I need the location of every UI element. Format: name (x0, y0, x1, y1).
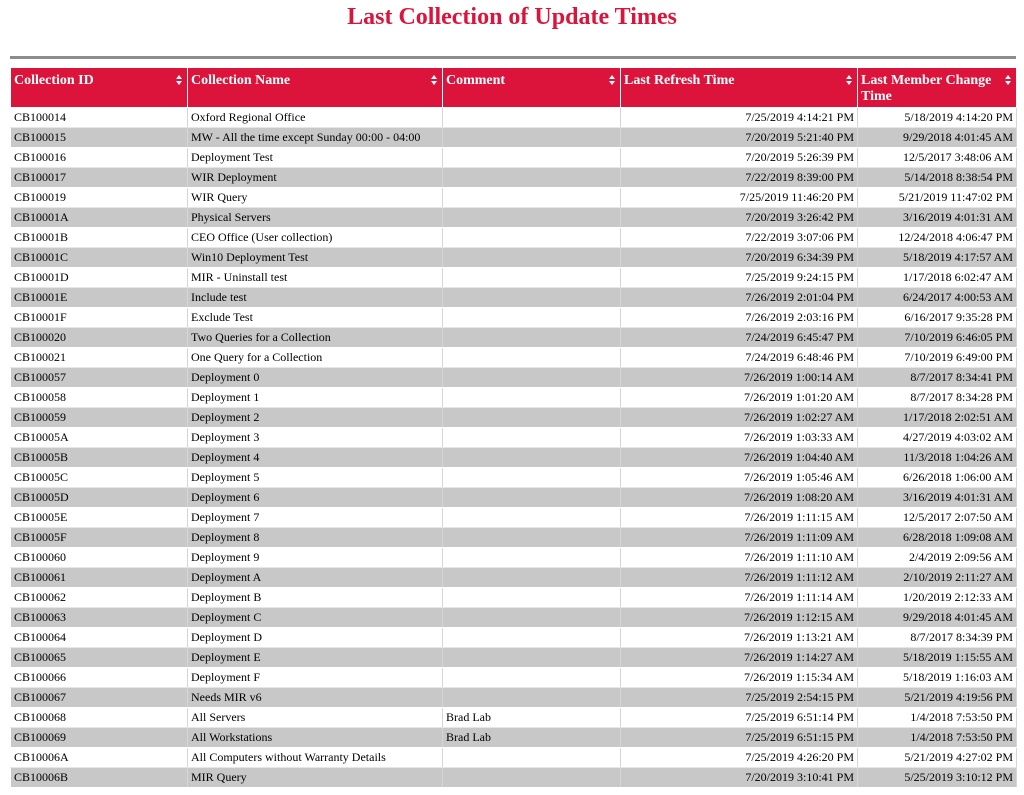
last-member-change-time-cell: 5/25/2019 3:10:12 PM (858, 768, 1017, 788)
table-row (11, 468, 1017, 488)
comment-cell (443, 608, 621, 628)
last-refresh-time-cell: 7/26/2019 1:01:20 AM (621, 388, 858, 408)
collection-id-cell: CB100019 (11, 188, 188, 208)
collection-id-cell: CB100062 (11, 588, 188, 608)
last-refresh-time-cell: 7/25/2019 4:14:21 PM (621, 108, 858, 128)
table-row (11, 308, 1017, 328)
last-refresh-time-cell: 7/20/2019 5:21:40 PM (621, 128, 858, 148)
table-row (11, 748, 1017, 768)
comment-cell (443, 148, 621, 168)
last-member-change-time-cell: 12/24/2018 4:06:47 PM (858, 228, 1017, 248)
collection-id-cell: CB100017 (11, 168, 188, 188)
collection-name-cell: Deployment Test (188, 148, 443, 168)
last-refresh-time-cell: 7/26/2019 1:14:27 AM (621, 648, 858, 668)
table-row (11, 208, 1017, 228)
last-member-change-time-cell: 12/5/2017 2:07:50 AM (858, 508, 1017, 528)
table-row (11, 268, 1017, 288)
collection-id-cell: CB100068 (11, 708, 188, 728)
comment-cell (443, 308, 621, 328)
last-refresh-time-cell: 7/22/2019 3:07:06 PM (621, 228, 858, 248)
collection-update-table (10, 67, 1017, 788)
last-refresh-time-cell: 7/24/2019 6:45:47 PM (621, 328, 858, 348)
table-row (11, 128, 1017, 148)
last-refresh-time-cell: 7/26/2019 1:04:40 AM (621, 448, 858, 468)
collection-id-cell: CB10005C (11, 468, 188, 488)
comment-cell (443, 328, 621, 348)
last-refresh-time-cell: 7/24/2019 6:48:46 PM (621, 348, 858, 368)
collection-id-cell: CB10005D (11, 488, 188, 508)
comment-cell: Brad Lab (443, 708, 621, 728)
last-member-change-time-cell: 6/28/2018 1:09:08 AM (858, 528, 1017, 548)
comment-cell (443, 108, 621, 128)
collection-id-cell: CB100061 (11, 568, 188, 588)
comment-cell (443, 768, 621, 788)
table-row (11, 188, 1017, 208)
collection-name-cell: Physical Servers (188, 208, 443, 228)
table-row (11, 608, 1017, 628)
last-member-change-time-cell: 7/10/2019 6:49:00 PM (858, 348, 1017, 368)
title-divider (10, 56, 1016, 59)
collection-name-cell: One Query for a Collection (188, 348, 443, 368)
collection-name-cell: Deployment C (188, 608, 443, 628)
collection-id-cell: CB10001C (11, 248, 188, 268)
collection-id-cell: CB10006A (11, 748, 188, 768)
table-row (11, 668, 1017, 688)
last-member-change-time-cell: 12/5/2017 3:48:06 AM (858, 148, 1017, 168)
last-member-change-time-cell: 5/21/2019 4:19:56 PM (858, 688, 1017, 708)
column-header-comment[interactable] (443, 68, 621, 108)
comment-cell: Brad Lab (443, 728, 621, 748)
table-row (11, 588, 1017, 608)
collection-id-cell: CB10006B (11, 768, 188, 788)
table-row (11, 388, 1017, 408)
collection-name-cell: Deployment 9 (188, 548, 443, 568)
column-header-label: Last Member Change Time (861, 73, 992, 104)
comment-cell (443, 748, 621, 768)
table-row (11, 648, 1017, 668)
comment-cell (443, 488, 621, 508)
table-row (11, 728, 1017, 748)
table-row (11, 108, 1017, 128)
collection-id-cell: CB100069 (11, 728, 188, 748)
last-refresh-time-cell: 7/25/2019 11:46:20 PM (621, 188, 858, 208)
last-refresh-time-cell: 7/26/2019 1:00:14 AM (621, 368, 858, 388)
collection-id-cell: CB100067 (11, 688, 188, 708)
last-refresh-time-cell: 7/26/2019 1:11:14 AM (621, 588, 858, 608)
last-member-change-time-cell: 5/18/2019 1:15:55 AM (858, 648, 1017, 668)
collection-id-cell: CB10001D (11, 268, 188, 288)
last-refresh-time-cell: 7/25/2019 4:26:20 PM (621, 748, 858, 768)
last-member-change-time-cell: 5/18/2019 1:16:03 AM (858, 668, 1017, 688)
comment-cell (443, 368, 621, 388)
column-header-label: Collection ID (14, 73, 94, 88)
last-member-change-time-cell: 8/7/2017 8:34:28 PM (858, 388, 1017, 408)
comment-cell (443, 428, 621, 448)
last-member-change-time-cell: 1/17/2018 2:02:51 AM (858, 408, 1017, 428)
last-member-change-time-cell: 11/3/2018 1:04:26 AM (858, 448, 1017, 468)
last-member-change-time-cell: 8/7/2017 8:34:41 PM (858, 368, 1017, 388)
last-member-change-time-cell: 6/16/2017 9:35:28 PM (858, 308, 1017, 328)
collection-id-cell: CB100066 (11, 668, 188, 688)
collection-id-cell: CB10005F (11, 528, 188, 548)
table-row (11, 248, 1017, 268)
column-header-label: Collection Name (191, 73, 291, 88)
sort-arrows-icon[interactable] (175, 74, 183, 86)
last-refresh-time-cell: 7/26/2019 1:15:34 AM (621, 668, 858, 688)
table-row (11, 228, 1017, 248)
last-refresh-time-cell: 7/26/2019 1:08:20 AM (621, 488, 858, 508)
last-member-change-time-cell: 1/4/2018 7:53:50 PM (858, 708, 1017, 728)
last-refresh-time-cell: 7/26/2019 1:11:10 AM (621, 548, 858, 568)
comment-cell (443, 408, 621, 428)
comment-cell (443, 128, 621, 148)
collection-name-cell: Deployment 7 (188, 508, 443, 528)
last-refresh-time-cell: 7/26/2019 2:03:16 PM (621, 308, 858, 328)
table-row (11, 568, 1017, 588)
comment-cell (443, 688, 621, 708)
last-refresh-time-cell: 7/25/2019 6:51:14 PM (621, 708, 858, 728)
collection-id-cell: CB100016 (11, 148, 188, 168)
comment-cell (443, 208, 621, 228)
table-row (11, 688, 1017, 708)
last-refresh-time-cell: 7/26/2019 1:13:21 AM (621, 628, 858, 648)
table-header-row (11, 68, 1017, 108)
last-member-change-time-cell: 1/20/2019 2:12:33 AM (858, 588, 1017, 608)
column-header-label: Comment (446, 73, 506, 88)
last-member-change-time-cell: 5/21/2019 11:47:02 PM (858, 188, 1017, 208)
table-row (11, 148, 1017, 168)
collection-name-cell: Deployment 4 (188, 448, 443, 468)
last-member-change-time-cell: 3/16/2019 4:01:31 AM (858, 208, 1017, 228)
collection-id-cell: CB10001B (11, 228, 188, 248)
comment-cell (443, 268, 621, 288)
collection-id-cell: CB100058 (11, 388, 188, 408)
table-row (11, 168, 1017, 188)
last-refresh-time-cell: 7/22/2019 8:39:00 PM (621, 168, 858, 188)
collection-name-cell: Deployment 5 (188, 468, 443, 488)
collection-name-cell: Win10 Deployment Test (188, 248, 443, 268)
last-refresh-time-cell: 7/26/2019 1:05:46 AM (621, 468, 858, 488)
table-row (11, 428, 1017, 448)
comment-cell (443, 228, 621, 248)
collection-name-cell: MIR - Uninstall test (188, 268, 443, 288)
last-refresh-time-cell: 7/26/2019 1:02:27 AM (621, 408, 858, 428)
table-row (11, 508, 1017, 528)
table-row (11, 528, 1017, 548)
collection-name-cell: Deployment 8 (188, 528, 443, 548)
last-member-change-time-cell: 9/29/2018 4:01:45 AM (858, 128, 1017, 148)
table-row (11, 288, 1017, 308)
collection-id-cell: CB100063 (11, 608, 188, 628)
collection-id-cell: CB10001F (11, 308, 188, 328)
last-refresh-time-cell: 7/26/2019 1:11:09 AM (621, 528, 858, 548)
last-member-change-time-cell: 8/7/2017 8:34:39 PM (858, 628, 1017, 648)
last-member-change-time-cell: 7/10/2019 6:46:05 PM (858, 328, 1017, 348)
last-refresh-time-cell: 7/26/2019 2:01:04 PM (621, 288, 858, 308)
last-refresh-time-cell: 7/20/2019 3:10:41 PM (621, 768, 858, 788)
comment-cell (443, 588, 621, 608)
collection-name-cell: MW - All the time except Sunday 00:00 - 04:00 (188, 128, 443, 148)
comment-cell (443, 548, 621, 568)
collection-id-cell: CB10001A (11, 208, 188, 228)
collection-id-cell: CB10005A (11, 428, 188, 448)
collection-name-cell: CEO Office (User collection) (188, 228, 443, 248)
last-member-change-time-cell: 1/17/2018 6:02:47 AM (858, 268, 1017, 288)
collection-name-cell: Deployment 6 (188, 488, 443, 508)
last-member-change-time-cell: 1/4/2018 7:53:50 PM (858, 728, 1017, 748)
last-member-change-time-cell: 2/4/2019 2:09:56 AM (858, 548, 1017, 568)
collection-id-cell: CB100021 (11, 348, 188, 368)
comment-cell (443, 628, 621, 648)
table-row (11, 408, 1017, 428)
last-member-change-time-cell: 6/24/2017 4:00:53 AM (858, 288, 1017, 308)
column-header-collection-id[interactable] (11, 68, 188, 108)
comment-cell (443, 448, 621, 468)
collection-name-cell: Deployment A (188, 568, 443, 588)
collection-id-cell: CB100059 (11, 408, 188, 428)
comment-cell (443, 668, 621, 688)
collection-name-cell: All Computers without Warranty Details (188, 748, 443, 768)
last-refresh-time-cell: 7/25/2019 2:54:15 PM (621, 688, 858, 708)
collection-name-cell: Two Queries for a Collection (188, 328, 443, 348)
collection-id-cell: CB100065 (11, 648, 188, 668)
collection-name-cell: Deployment 2 (188, 408, 443, 428)
collection-name-cell: All Workstations (188, 728, 443, 748)
sort-arrows-icon[interactable] (608, 74, 616, 86)
comment-cell (443, 568, 621, 588)
column-header-collection-name[interactable] (188, 68, 443, 108)
collection-name-cell: Exclude Test (188, 308, 443, 328)
table-row (11, 628, 1017, 648)
table-row (11, 448, 1017, 468)
last-member-change-time-cell: 5/14/2018 8:38:54 PM (858, 168, 1017, 188)
table-row (11, 708, 1017, 728)
collection-name-cell: Deployment F (188, 668, 443, 688)
comment-cell (443, 168, 621, 188)
table-row (11, 368, 1017, 388)
last-refresh-time-cell: 7/20/2019 5:26:39 PM (621, 148, 858, 168)
last-member-change-time-cell: 4/27/2019 4:03:02 AM (858, 428, 1017, 448)
collection-id-cell: CB100014 (11, 108, 188, 128)
last-refresh-time-cell: 7/20/2019 3:26:42 PM (621, 208, 858, 228)
collection-name-cell: Deployment D (188, 628, 443, 648)
collection-name-cell: Needs MIR v6 (188, 688, 443, 708)
last-refresh-time-cell: 7/26/2019 1:11:12 AM (621, 568, 858, 588)
table-body (11, 108, 1017, 788)
last-member-change-time-cell: 3/16/2019 4:01:31 AM (858, 488, 1017, 508)
collection-id-cell: CB100015 (11, 128, 188, 148)
table-row (11, 488, 1017, 508)
table-row (11, 328, 1017, 348)
comment-cell (443, 248, 621, 268)
column-header-label: Last Refresh Time (624, 73, 735, 88)
collection-name-cell: Deployment 3 (188, 428, 443, 448)
collection-name-cell: Oxford Regional Office (188, 108, 443, 128)
collection-id-cell: CB100020 (11, 328, 188, 348)
comment-cell (443, 528, 621, 548)
last-refresh-time-cell: 7/25/2019 6:51:15 PM (621, 728, 858, 748)
table-row (11, 768, 1017, 788)
comment-cell (443, 288, 621, 308)
collection-id-cell: CB100060 (11, 548, 188, 568)
comment-cell (443, 648, 621, 668)
comment-cell (443, 188, 621, 208)
comment-cell (443, 388, 621, 408)
collection-name-cell: Deployment 1 (188, 388, 443, 408)
collection-name-cell: Deployment E (188, 648, 443, 668)
collection-name-cell: Include test (188, 288, 443, 308)
sort-arrows-icon[interactable] (1004, 74, 1012, 86)
last-member-change-time-cell: 2/10/2019 2:11:27 AM (858, 568, 1017, 588)
last-member-change-time-cell: 5/21/2019 4:27:02 PM (858, 748, 1017, 768)
column-header-last-refresh-time[interactable] (621, 68, 858, 108)
table-row (11, 348, 1017, 368)
page-title: Last Collection of Update Times (347, 4, 677, 30)
sort-arrows-icon[interactable] (845, 74, 853, 86)
last-refresh-time-cell: 7/25/2019 9:24:15 PM (621, 268, 858, 288)
comment-cell (443, 348, 621, 368)
collection-name-cell: MIR Query (188, 768, 443, 788)
last-refresh-time-cell: 7/26/2019 1:03:33 AM (621, 428, 858, 448)
collection-id-cell: CB100057 (11, 368, 188, 388)
last-member-change-time-cell: 5/18/2019 4:14:20 PM (858, 108, 1017, 128)
sort-arrows-icon[interactable] (430, 74, 438, 86)
column-header-last-member-change-time[interactable] (858, 68, 1017, 108)
collection-id-cell: CB10001E (11, 288, 188, 308)
collection-name-cell: All Servers (188, 708, 443, 728)
collection-id-cell: CB10005B (11, 448, 188, 468)
collection-id-cell: CB10005E (11, 508, 188, 528)
comment-cell (443, 508, 621, 528)
last-refresh-time-cell: 7/26/2019 1:12:15 AM (621, 608, 858, 628)
last-member-change-time-cell: 5/18/2019 4:17:57 AM (858, 248, 1017, 268)
collection-name-cell: WIR Deployment (188, 168, 443, 188)
table-row (11, 548, 1017, 568)
collection-name-cell: WIR Query (188, 188, 443, 208)
collection-name-cell: Deployment 0 (188, 368, 443, 388)
collection-name-cell: Deployment B (188, 588, 443, 608)
last-refresh-time-cell: 7/26/2019 1:11:15 AM (621, 508, 858, 528)
collection-id-cell: CB100064 (11, 628, 188, 648)
last-member-change-time-cell: 9/29/2018 4:01:45 AM (858, 608, 1017, 628)
comment-cell (443, 468, 621, 488)
last-member-change-time-cell: 6/26/2018 1:06:00 AM (858, 468, 1017, 488)
last-refresh-time-cell: 7/20/2019 6:34:39 PM (621, 248, 858, 268)
